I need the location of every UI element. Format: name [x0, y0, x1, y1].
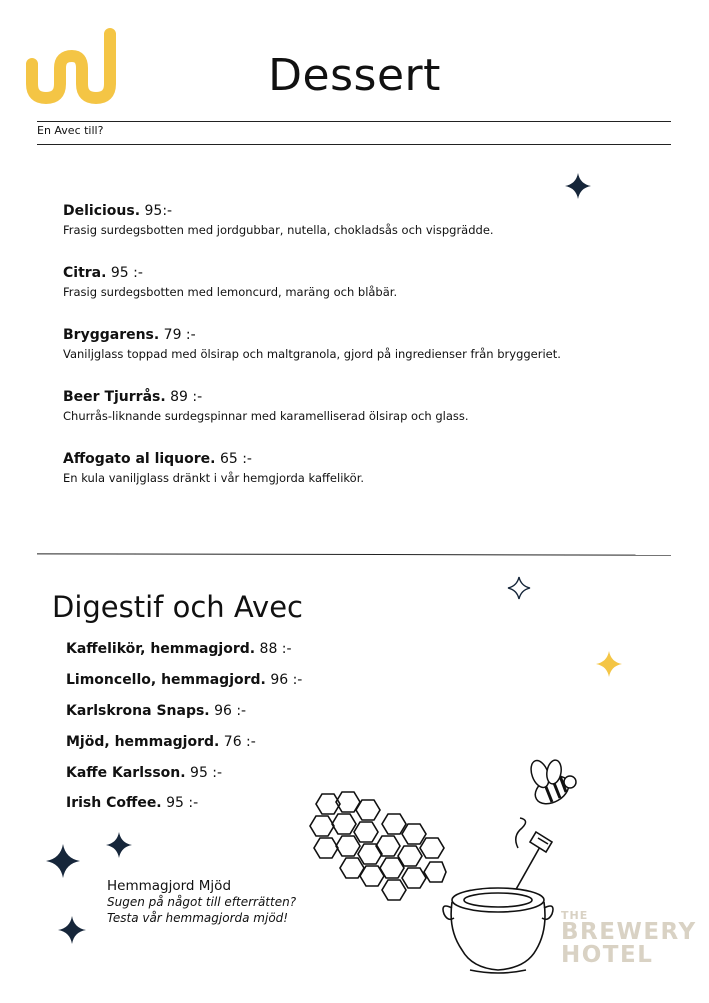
dessert-price: 95:-	[144, 203, 173, 219]
drink-item	[66, 795, 198, 811]
drink-item	[66, 734, 256, 750]
dessert-item	[63, 388, 469, 424]
drink-price: 95 :-	[166, 795, 199, 811]
drink-item	[66, 703, 246, 719]
sparkle-icon	[46, 844, 80, 878]
honey-pot-illustration-icon	[440, 830, 555, 975]
drink-name: Irish Coffee.	[66, 795, 162, 811]
promo-block	[107, 878, 296, 926]
brand-line-hotel: HOTEL	[561, 942, 654, 968]
dessert-price: 89 :-	[170, 389, 203, 405]
drink-price: 96 :-	[214, 703, 247, 719]
promo-line-2: Testa vår hemmagjorda mjöd!	[107, 911, 289, 925]
dessert-description: Vaniljglass toppad med ölsirap och maltgranola, gjord på ingredienser från bryggeriet.	[63, 347, 561, 361]
dessert-item	[63, 202, 494, 238]
sparkle-icon	[58, 916, 86, 944]
header-divider-top	[37, 121, 671, 122]
drink-name: Kaffelikör, hemmagjord.	[66, 641, 256, 657]
dessert-item	[63, 450, 364, 486]
dessert-description: Churrås-liknande surdegspinnar med karamelliserad ölsirap och glass.	[63, 409, 469, 423]
dessert-description: Frasig surdegsbotten med lemoncurd, maräng och blåbär.	[63, 285, 398, 299]
dessert-item	[63, 264, 397, 300]
dessert-name: Bryggarens.	[63, 327, 160, 343]
dessert-name: Affogato al liquore.	[63, 451, 216, 467]
brewery-hotel-watermark	[561, 910, 697, 967]
promo-title: Hemmagjord Mjöd	[107, 878, 232, 894]
drink-name: Limoncello, hemmagjord.	[66, 672, 266, 688]
drink-price: 76 :-	[223, 734, 256, 750]
dessert-description: Frasig surdegsbotten med jordgubbar, nutella, chokladsås och vispgrädde.	[63, 223, 494, 237]
dessert-name: Citra.	[63, 265, 107, 281]
honeycomb-illustration-icon	[308, 792, 448, 902]
drink-price: 95 :-	[190, 765, 223, 781]
sparkle-icon	[565, 173, 591, 199]
section-title-digestif: Digestif och Avec	[52, 590, 303, 624]
dessert-price: 95 :-	[110, 265, 143, 281]
dessert-description: En kula vaniljglass dränkt i vår hemgjorda kaffelikör.	[63, 471, 365, 485]
dessert-item	[63, 326, 561, 362]
dessert-price: 79 :-	[163, 327, 196, 343]
header-divider-bottom	[37, 144, 671, 145]
dessert-price: 65 :-	[219, 451, 252, 467]
sparkle-yellow-icon	[596, 651, 622, 677]
dessert-name: Delicious.	[63, 203, 141, 219]
brand-line-the: THE	[561, 909, 589, 922]
drink-item	[66, 672, 302, 688]
sparkle-icon	[106, 832, 132, 858]
drink-item	[66, 641, 292, 657]
drink-name: Mjöd, hemmagjord.	[66, 734, 220, 750]
drink-name: Kaffe Karlsson.	[66, 765, 186, 781]
drink-price: 96 :-	[270, 672, 303, 688]
page-title: Dessert	[268, 50, 441, 101]
section-divider	[37, 553, 671, 555]
drink-item	[66, 765, 222, 781]
brand-line-brewery: BREWERY	[561, 919, 697, 945]
sparkle-outline-icon	[508, 577, 530, 599]
subtitle: En Avec till?	[37, 124, 104, 137]
drink-price: 88 :-	[259, 641, 292, 657]
drink-name: Karlskrona Snaps.	[66, 703, 210, 719]
dessert-name: Beer Tjurrås.	[63, 389, 166, 405]
promo-line-1: Sugen på något till efterrätten?	[107, 895, 297, 909]
